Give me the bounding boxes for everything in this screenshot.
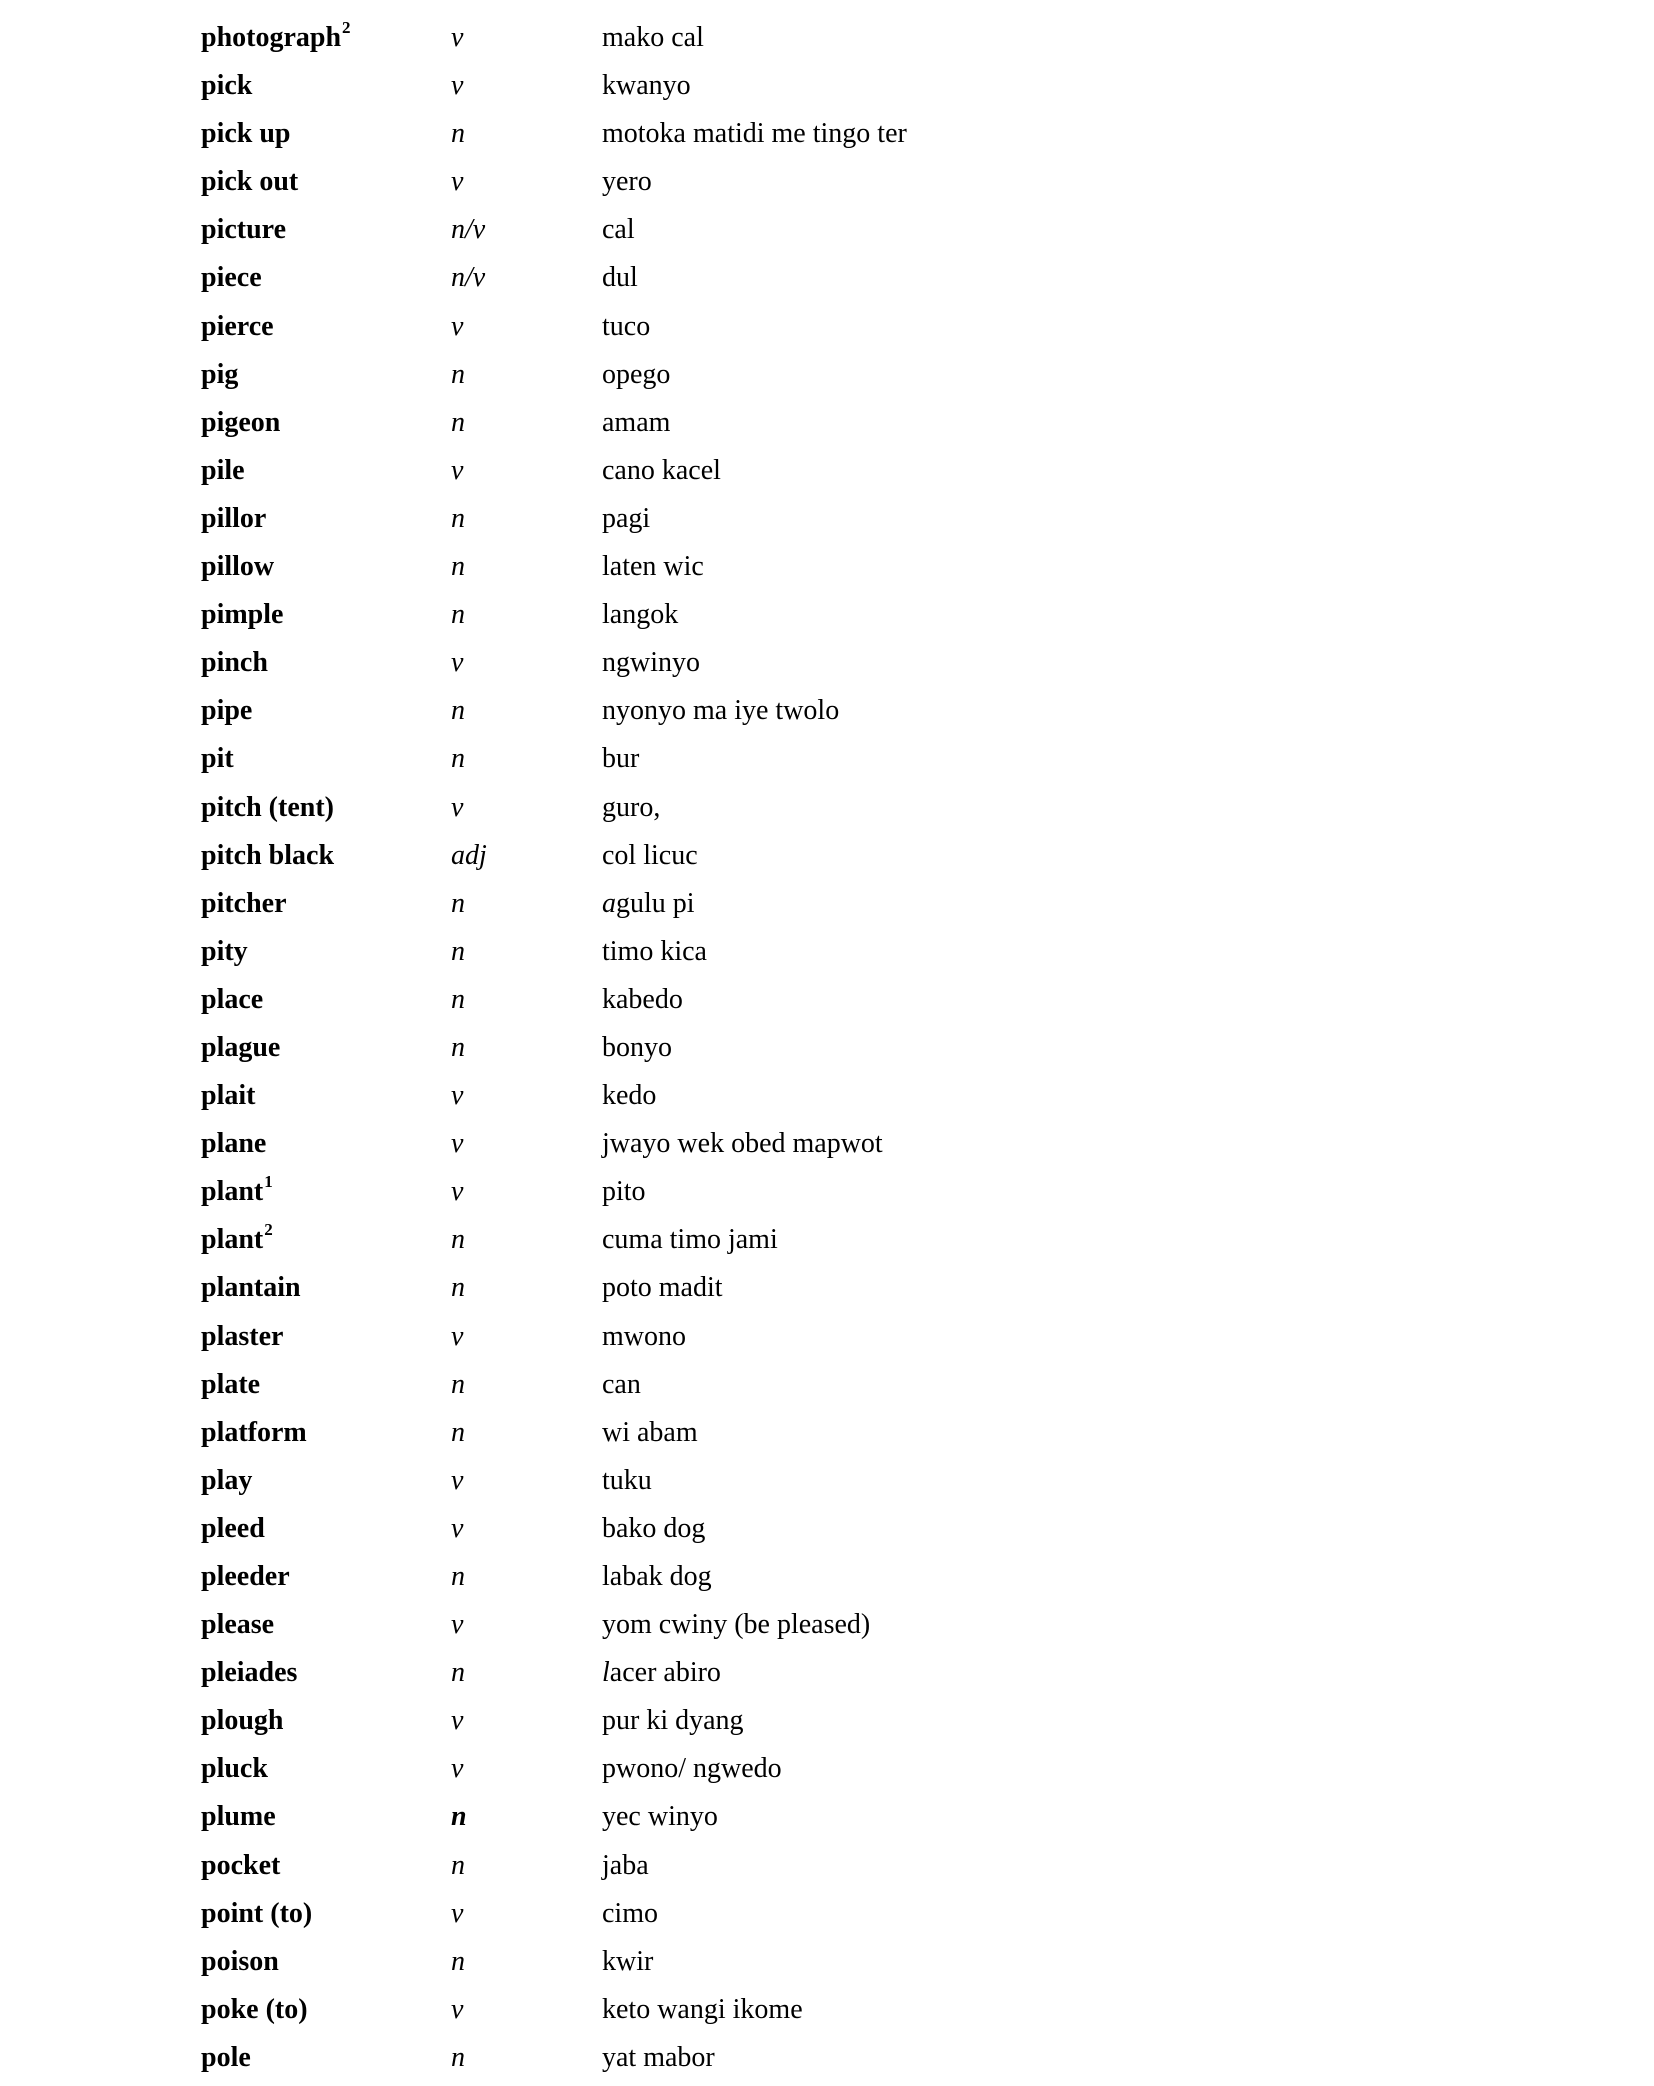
entry-part-of-speech: n [451,1561,465,1592]
headword-text: pierce [201,310,274,342]
entry-headword [201,1124,266,1164]
entry-part-of-speech: n [451,935,465,967]
entry-headword [201,1797,276,1837]
entry-headword [201,1268,301,1308]
entry-gloss: pwono/ ngwedo [602,1753,782,1785]
entry-part-of-speech: v [451,22,464,53]
headword-text: pig [201,358,239,390]
headword-text: pipe [201,695,253,727]
dictionary-entry [0,595,1654,643]
entry-headword [201,355,238,395]
entry-headword [201,1990,308,2030]
headword-text: pick out [201,166,299,198]
entry-gloss: mwono [602,1320,686,1352]
gloss-remainder: gulu pi [616,887,695,919]
dictionary-entry [0,739,1654,787]
dictionary-entry [0,2038,1654,2086]
entry-gloss: timo kica [602,935,707,967]
dictionary-entry [0,1797,1654,1845]
entry-gloss: kwir [602,1945,654,1977]
dictionary-entry [0,1942,1654,1990]
headword-text: pity [201,935,248,967]
homonym-number: 2 [342,17,351,37]
headword-text: pluck [201,1753,268,1785]
entry-headword [201,1749,268,1789]
entry-part-of-speech: v [451,791,464,823]
headword-text: pitcher [201,887,287,919]
dictionary-entry [0,932,1654,980]
entry-gloss: jwayo wek obed mapwot [602,1128,883,1160]
dictionary-entry [0,1846,1654,1894]
dictionary-entry [0,18,1654,66]
entry-gloss: can [602,1368,641,1400]
entry-gloss: opego [602,358,671,390]
entry-headword [201,1317,283,1357]
entry-part-of-speech: n [451,599,465,631]
headword-text: plantain [201,1272,301,1304]
entry-headword [201,1076,255,1116]
homonym-number: 2 [264,1220,273,1240]
entry-list [0,18,1654,2086]
entry-gloss: nyonyo ma iye twolo [602,695,840,727]
headword-text: pinch [201,647,268,679]
entry-headword [201,114,291,154]
headword-text: pimple [201,599,284,631]
dictionary-entry [0,980,1654,1028]
entry-headword [201,403,280,443]
entry-headword [201,1942,279,1982]
entry-gloss [602,1653,721,1693]
dictionary-entry [0,355,1654,403]
entry-gloss: keto wangi ikome [602,1993,803,2025]
entry-gloss: kwanyo [602,70,691,102]
entry-gloss: col licuc [602,839,698,871]
dictionary-entry [0,162,1654,210]
entry-gloss: jaba [602,1849,649,1881]
entry-headword [201,258,262,298]
headword-text: please [201,1609,275,1641]
dictionary-entry [0,836,1654,884]
dictionary-entry [0,1172,1654,1220]
dictionary-entry [0,1220,1654,1268]
entry-gloss: cano kacel [602,454,721,486]
entry-part-of-speech: n [451,1031,465,1063]
entry-part-of-speech: v [451,1705,464,1737]
entry-headword [201,836,334,876]
headword-text: plane [201,1128,267,1160]
entry-headword [201,595,283,635]
entry-part-of-speech: v [451,310,464,342]
dictionary-entry [0,1028,1654,1076]
entry-headword [201,1461,252,1501]
entry-gloss: pagi [602,502,651,534]
headword-text: plate [201,1368,261,1400]
entry-gloss: kedo [602,1080,657,1112]
headword-text: plume [201,1801,276,1833]
homonym-number: 1 [264,1171,273,1191]
headword-text: plough [201,1705,284,1737]
headword-text: pillor [201,502,267,534]
headword-text: poke (to) [201,1993,308,2025]
entry-headword [201,1365,260,1405]
headword-text: pick up [201,118,291,150]
gloss-initial-letter: l [602,1657,610,1689]
entry-headword [201,499,266,539]
entry-part-of-speech: v [451,1320,464,1352]
headword-text: pleiades [201,1657,298,1689]
entry-gloss: mako cal [602,22,704,53]
headword-text: pigeon [201,406,281,438]
entry-gloss: labak dog [602,1561,712,1592]
headword-text: pitch black [201,839,335,871]
entry-part-of-speech: v [451,647,464,679]
dictionary-entry [0,1413,1654,1461]
headword-text: platform [201,1416,307,1448]
entry-headword [201,643,268,683]
headword-text: pillow [201,551,275,583]
dictionary-entry [0,1124,1654,1172]
dictionary-entry [0,1076,1654,1124]
entry-gloss: motoka matidi me tingo ter [602,118,907,150]
entry-headword [201,1413,307,1453]
headword-text: pocket [201,1849,281,1881]
entry-gloss: yero [602,166,652,198]
dictionary-entry [0,1317,1654,1365]
entry-gloss: poto madit [602,1272,723,1304]
dictionary-entry [0,307,1654,355]
entry-headword [201,1894,312,1934]
entry-part-of-speech: n [451,695,465,727]
entry-gloss: wi abam [602,1416,698,1448]
headword-text: pile [201,454,245,486]
entry-headword [201,788,334,828]
dictionary-entry [0,1461,1654,1509]
entry-part-of-speech: n [451,743,465,775]
entry-part-of-speech: adj [451,839,487,871]
entry-headword [201,162,298,202]
entry-part-of-speech: n [451,2041,465,2073]
dictionary-entry [0,210,1654,258]
entry-part-of-speech: v [451,1993,464,2025]
entry-headword [201,1605,274,1645]
entry-gloss: bonyo [602,1031,672,1063]
entry-gloss: cimo [602,1897,658,1929]
entry-headword [201,1509,265,1549]
entry-gloss: laten wic [602,551,704,583]
headword-text: place [201,983,264,1015]
dictionary-entry [0,1990,1654,2038]
entry-part-of-speech: n [451,118,465,150]
entry-part-of-speech: v [451,1464,464,1496]
entry-gloss: dul [602,262,638,294]
dictionary-entry [0,1894,1654,1942]
headword-text: pitch (tent) [201,791,334,823]
dictionary-entry [0,1509,1654,1557]
entry-gloss: pur ki dyang [602,1705,744,1737]
entry-part-of-speech: n [451,1657,465,1689]
gloss-initial-letter: a [602,887,616,919]
entry-headword [201,932,248,972]
dictionary-entry [0,1557,1654,1605]
entry-headword [201,1028,280,1068]
entry-gloss: bur [602,743,640,775]
entry-gloss: yom cwiny (be pleased) [602,1609,871,1641]
entry-part-of-speech: n [451,1801,467,1833]
entry-headword [201,1653,297,1693]
headword-text: plant [201,1224,264,1256]
dictionary-entry [0,1605,1654,1653]
entry-part-of-speech: n [451,1368,465,1400]
entry-gloss: amam [602,406,671,438]
entry-gloss: cal [602,214,635,246]
headword-text: pleeder [201,1561,290,1592]
headword-text: plant [201,1176,264,1208]
entry-headword [201,691,252,731]
headword-text: piece [201,262,262,294]
entry-headword [201,1220,273,1260]
entry-headword [201,66,252,106]
entry-part-of-speech: v [451,1128,464,1160]
entry-part-of-speech: v [451,70,464,102]
entry-headword [201,884,287,924]
entry-gloss: cuma timo jami [602,1224,778,1256]
dictionary-entry [0,643,1654,691]
entry-gloss: tuco [602,310,651,342]
entry-headword [201,18,351,58]
dictionary-entry [0,258,1654,306]
entry-part-of-speech: n [451,1272,465,1304]
entry-part-of-speech: n [451,358,465,390]
entry-part-of-speech: n [451,887,465,919]
headword-text: poison [201,1945,279,1977]
entry-part-of-speech: v [451,1080,464,1112]
headword-text: play [201,1464,253,1496]
dictionary-entry [0,691,1654,739]
entry-gloss: guro, [602,791,661,823]
dictionary-entry [0,1268,1654,1316]
headword-text: pleed [201,1512,265,1544]
dictionary-entry [0,1701,1654,1749]
entry-gloss: yat mabor [602,2041,715,2073]
entry-part-of-speech: n/v [451,262,486,294]
entry-part-of-speech: v [451,1609,464,1641]
entry-headword [201,1701,284,1741]
dictionary-entry [0,403,1654,451]
headword-text: plaster [201,1320,284,1352]
gloss-remainder: acer abiro [609,1657,721,1689]
entry-part-of-speech: n [451,1416,465,1448]
entry-gloss: yec winyo [602,1801,718,1833]
entry-headword [201,739,234,779]
entry-headword [201,1557,290,1597]
headword-text: plait [201,1080,256,1112]
dictionary-entry [0,451,1654,499]
entry-gloss [602,884,695,924]
dictionary-entry [0,547,1654,595]
entry-part-of-speech: n [451,1224,465,1256]
entry-headword [201,307,274,347]
entry-part-of-speech: v [451,166,464,198]
entry-part-of-speech: v [451,1176,464,1208]
entry-gloss: bako dog [602,1512,706,1544]
dictionary-entry [0,499,1654,547]
entry-part-of-speech: n [451,1849,465,1881]
dictionary-entry [0,1749,1654,1797]
entry-part-of-speech: n [451,983,465,1015]
dictionary-entry [0,884,1654,932]
dictionary-entry [0,1365,1654,1413]
headword-text: picture [201,214,287,246]
headword-text: pit [201,743,234,775]
headword-text: plague [201,1031,281,1063]
entry-headword [201,451,245,491]
entry-headword [201,210,286,250]
entry-part-of-speech: n/v [451,214,486,246]
entry-gloss: tuku [602,1464,652,1496]
headword-text: pick [201,70,253,102]
dictionary-entry [0,66,1654,114]
entry-part-of-speech: v [451,1512,464,1544]
entry-gloss: kabedo [602,983,683,1015]
entry-part-of-speech: n [451,1945,465,1977]
entry-headword [201,2038,251,2078]
entry-headword [201,547,274,587]
entry-gloss: pito [602,1176,646,1208]
headword-text: point (to) [201,1897,313,1929]
entry-part-of-speech: v [451,1753,464,1785]
headword-text: photograph [201,22,342,53]
entry-gloss: ngwinyo [602,647,700,679]
entry-part-of-speech: v [451,1897,464,1929]
dictionary-entry [0,114,1654,162]
entry-part-of-speech: n [451,551,465,583]
entry-part-of-speech: n [451,406,465,438]
entry-gloss: langok [602,599,679,631]
entry-part-of-speech: v [451,454,464,486]
entry-headword [201,1172,273,1212]
headword-text: pole [201,2041,251,2073]
dictionary-entry [0,788,1654,836]
entry-headword [201,980,263,1020]
entry-headword [201,1846,280,1886]
entry-part-of-speech: n [451,502,465,534]
dictionary-entry [0,1653,1654,1701]
